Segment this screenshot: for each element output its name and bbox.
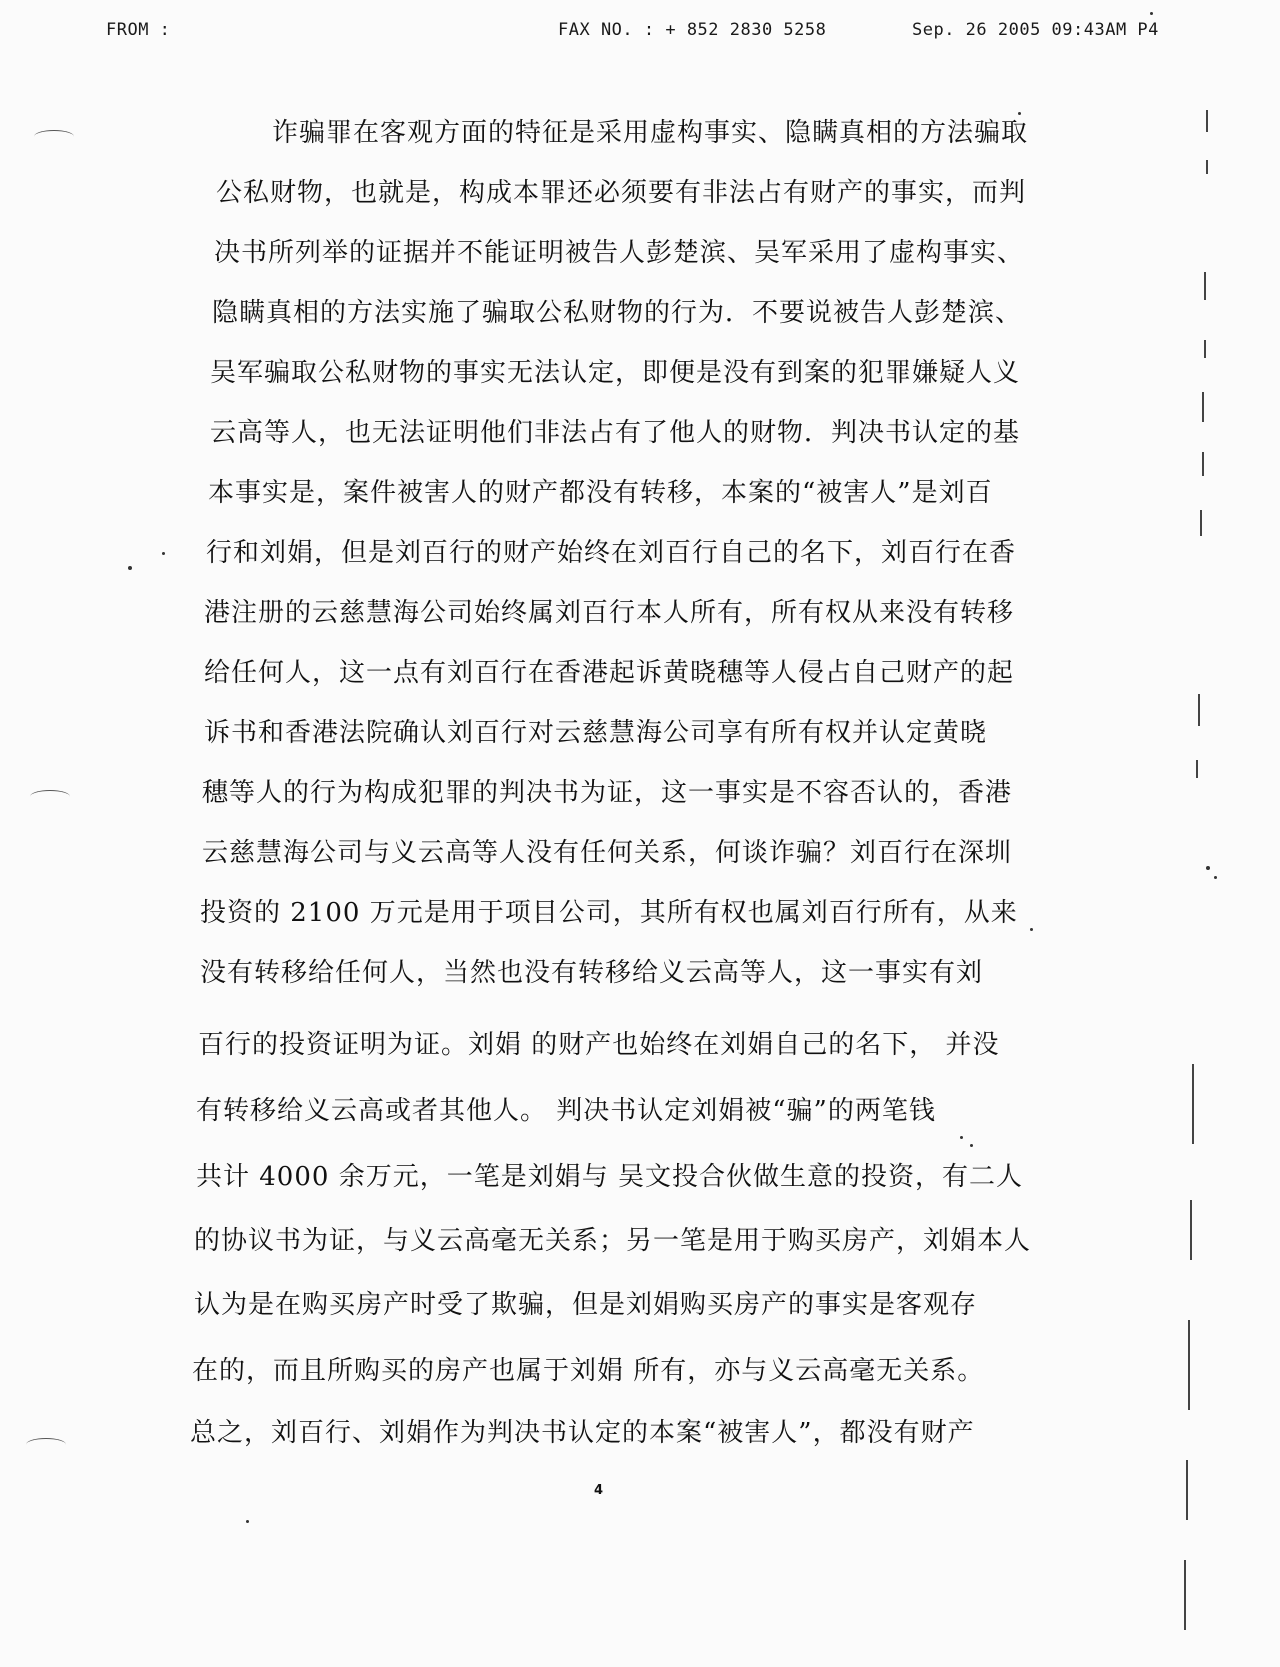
scan-edge-line	[1204, 340, 1206, 358]
scan-edge-line	[1190, 1200, 1192, 1260]
body-line: 共计 4000 余万元，一笔是刘娟与 吴文投合伙做生意的投资，有二人	[196, 1162, 1023, 1192]
scan-edge-line	[1188, 1320, 1190, 1410]
scan-edge-line	[1184, 1560, 1186, 1630]
body-line: 总之，刘百行、刘娟作为判决书认定的本案“被害人”，都没有财产	[190, 1418, 975, 1448]
scan-edge-line	[1200, 510, 1202, 536]
scan-edge-line	[1202, 392, 1204, 422]
scan-margin-mark	[34, 130, 74, 143]
scan-speck	[1018, 112, 1021, 115]
fax-header	[0, 20, 1280, 46]
body-line: 本事实是，案件被害人的财产都没有转移，本案的“被害人”是刘百	[208, 478, 993, 508]
body-line: 百行的投资证明为证。刘娟 的财产也始终在刘娟自己的名下， 并没	[198, 1030, 1000, 1060]
scan-speck	[970, 1144, 973, 1147]
body-line: 投资的 2100 万元是用于项目公司，其所有权也属刘百行所有，从来	[200, 898, 1018, 928]
body-line: 决书所列举的证据并不能证明被告人彭楚滨、吴军采用了虚构事实、	[214, 238, 1025, 268]
scan-speck	[1030, 928, 1033, 931]
body-line: 港注册的云慈慧海公司始终属刘百行本人所有，所有权从来没有转移	[204, 598, 1015, 628]
scan-speck	[1214, 876, 1217, 879]
body-line: 隐瞒真相的方法实施了骗取公私财物的行为．不要说被告人彭楚滨、	[212, 298, 1023, 328]
scan-edge-line	[1198, 694, 1200, 726]
page-number: 4	[594, 1483, 604, 1498]
body-line: 的协议书为证，与义云高毫无关系；另一笔是用于购买房产，刘娟本人	[194, 1226, 1032, 1256]
scan-edge-line	[1204, 272, 1206, 300]
scan-edge-line	[1206, 160, 1208, 174]
body-line: 在的，而且所购买的房产也属于刘娟 所有，亦与义云高毫无关系。	[192, 1356, 985, 1386]
body-line: 穗等人的行为构成犯罪的判决书为证，这一事实是不容否认的，香港	[202, 778, 1013, 808]
body-line: 有转移给义云高或者其他人。 判决书认定刘娟被“骗”的两笔钱	[196, 1096, 936, 1126]
body-line: 公私财物，也就是，构成本罪还必须要有非法占有财产的事实，而判	[216, 178, 1027, 208]
scan-speck	[162, 552, 165, 555]
body-line: 诉书和香港法院确认刘百行对云慈慧海公司享有所有权并认定黄晓	[204, 718, 988, 748]
scan-edge-line	[1186, 1460, 1188, 1520]
fax-date: Sep. 26 2005 09:43AM P4	[912, 20, 1159, 40]
body-line: 没有转移给任何人，当然也没有转移给义云高等人，这一事实有刘	[200, 958, 984, 988]
scan-margin-mark	[30, 790, 70, 803]
scan-edge-line	[1196, 760, 1198, 778]
body-line: 云高等人，也无法证明他们非法占有了他人的财物．判决书认定的基	[210, 418, 1021, 448]
scan-speck	[246, 1520, 249, 1523]
scan-speck	[960, 1136, 963, 1139]
body-line: 诈骗罪在客观方面的特征是采用虚构事实、隐瞒真相的方法骗取	[272, 118, 1029, 148]
scan-edge-line	[1192, 1064, 1194, 1144]
scan-edge-line	[1202, 452, 1204, 476]
scan-margin-mark	[26, 1438, 66, 1451]
fax-number: FAX NO. : + 852 2830 5258	[558, 20, 827, 40]
body-line: 云慈慧海公司与义云高等人没有任何关系，何谈诈骗？刘百行在深圳	[202, 838, 1013, 868]
scan-edge-line	[1206, 110, 1208, 132]
scan-speck	[1150, 12, 1153, 15]
body-line: 给任何人，这一点有刘百行在香港起诉黄晓穗等人侵占自己财产的起	[204, 658, 1015, 688]
body-line: 行和刘娟，但是刘百行的财产始终在刘百行自己的名下，刘百行在香	[206, 538, 1017, 568]
body-line: 认为是在购买房产时受了欺骗，但是刘娟购买房产的事实是客观存	[194, 1290, 978, 1320]
scan-speck	[1206, 866, 1210, 870]
fax-from: FROM :	[106, 20, 171, 40]
body-line: 吴军骗取公私财物的事实无法认定，即便是没有到案的犯罪嫌疑人义	[210, 358, 1021, 388]
scan-speck	[128, 566, 132, 570]
